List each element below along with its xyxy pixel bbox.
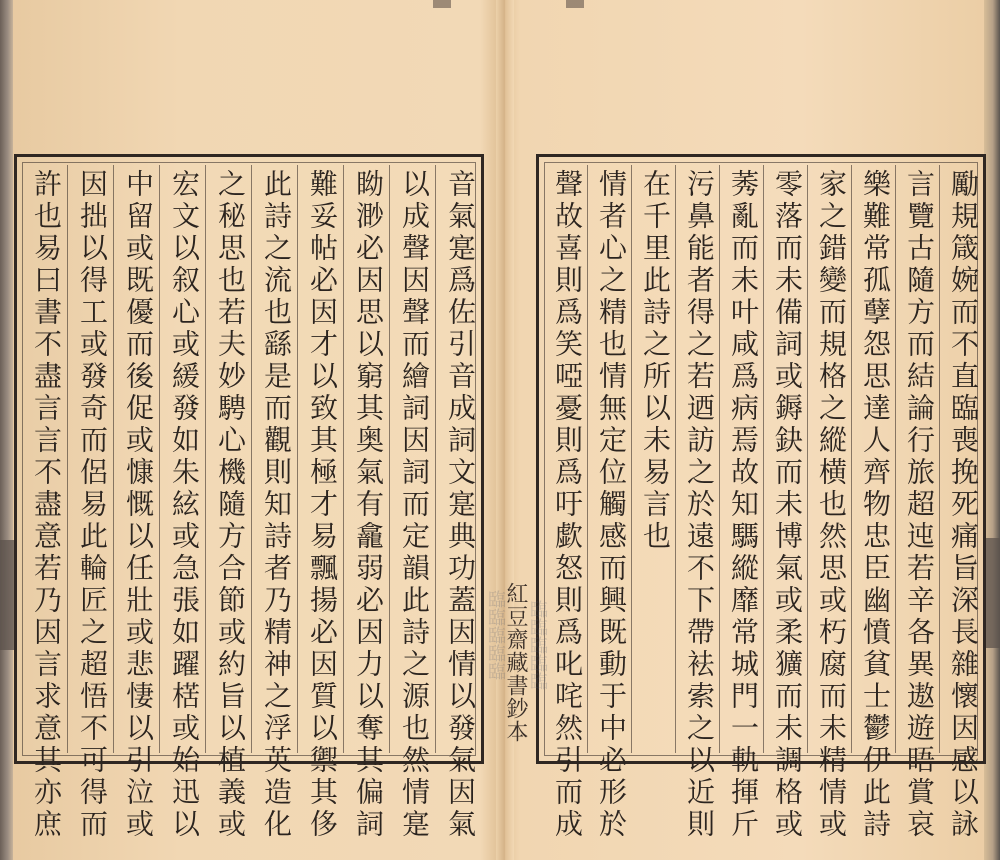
- right-text-column: 家之錯變而規格之縱横也然思或朽腐而未精情或: [815, 169, 848, 841]
- right-book-edge: [984, 0, 1000, 860]
- left-text-column: 此詩之流也繇是而觀則知詩者乃精神之浮英造化: [260, 169, 293, 841]
- left-text-column: 因拙以得工或發奇而侶易此輪匠之超悟不可得而: [76, 169, 109, 841]
- left-column-rule: [251, 165, 252, 753]
- right-text-column: 情者心之精也情無定位觸感而興既動于中必形於: [595, 169, 628, 841]
- faint-bleed-through-left: 臨臨臨臨臨: [485, 590, 506, 680]
- right-text-column: 勵規箴婉而不直臨喪挽死痛旨深長雜懷因感以詠: [947, 169, 980, 841]
- right-text-panel: [536, 154, 986, 841]
- left-side-notch: [0, 540, 14, 650]
- left-text-column: 許也易曰書不盡言言不盡意若乃因言求意其亦庶: [30, 169, 63, 841]
- left-column-rule: [67, 165, 68, 753]
- right-text-column: 聲故喜則爲笑啞憂則爲吁歔怒則爲叱咤然引而成: [551, 169, 584, 841]
- gutter-collection-label: 紅豆齋藏書鈔本: [503, 582, 528, 743]
- right-text-column: 樂難常孤孽怨思達人齊物忠臣幽憤貧士鬱伊此詩: [859, 169, 892, 841]
- faint-bleed-through-right: 臨臨臨臨臨: [527, 600, 548, 690]
- left-column-rule: [205, 165, 206, 753]
- left-book-edge: [0, 0, 13, 860]
- left-column-rule: [159, 165, 160, 753]
- right-column-rule: [719, 165, 720, 753]
- left-column-rule: [113, 165, 114, 753]
- right-column-rule: [631, 165, 632, 753]
- right-column-rule: [763, 165, 764, 753]
- left-column-rule: [297, 165, 298, 753]
- left-text-column: 眑渺必因思以窮其奥氣有龕弱必因力以奪其偏詞: [352, 169, 385, 841]
- right-column-rule: [587, 165, 588, 753]
- left-column-rule: [343, 165, 344, 753]
- left-text-column: 以成聲因聲而繪詞因詞而定韻此詩之源也然情寔: [398, 169, 431, 841]
- right-column-rule: [807, 165, 808, 753]
- right-column-rule: [851, 165, 852, 753]
- left-column-rule: [435, 165, 436, 753]
- right-text-column: 零落而未備詞或鎒鈌而未博氣或柔獷而未調格或: [771, 169, 804, 841]
- left-text-column: 中留或既優而後促或慷慨以任壯或悲悽以引泣或: [122, 169, 155, 841]
- right-column-rule: [895, 165, 896, 753]
- right-text-column: 莠亂而未叶咸爲病焉故知騳縱靡常城門一軌揮斤: [727, 169, 760, 841]
- right-column-rule: [939, 165, 940, 753]
- left-text-column: 宏文以叙心或緩發如朱絃或急張如躍楛或始迅以: [168, 169, 201, 841]
- left-text-panel: [14, 154, 484, 841]
- right-text-column: 污鼻能者得之若迺訪之於遠不下帶袪索之以近則: [683, 169, 716, 841]
- top-binding-mark-left: [433, 0, 451, 8]
- left-text-column: 難妥帖必因才以致其極才易飄揚必因質以禦其侈: [306, 169, 339, 841]
- top-binding-mark-right: [566, 0, 584, 8]
- right-side-notch: [986, 538, 1000, 648]
- left-column-rule: [389, 165, 390, 753]
- right-text-column: 在千里此詩之所以未易言也: [639, 169, 672, 553]
- left-text-column: 音氣寔爲佐引音成詞文寔典功蓋因情以發氣因氣: [444, 169, 477, 841]
- left-text-column: 之秘思也若夫妙騁心機隨方合節或約旨以植義或: [214, 169, 247, 841]
- right-text-column: 言覽古隨方而結論行旅超迍若辛各異遨遊晤賞哀: [903, 169, 936, 841]
- right-column-rule: [675, 165, 676, 753]
